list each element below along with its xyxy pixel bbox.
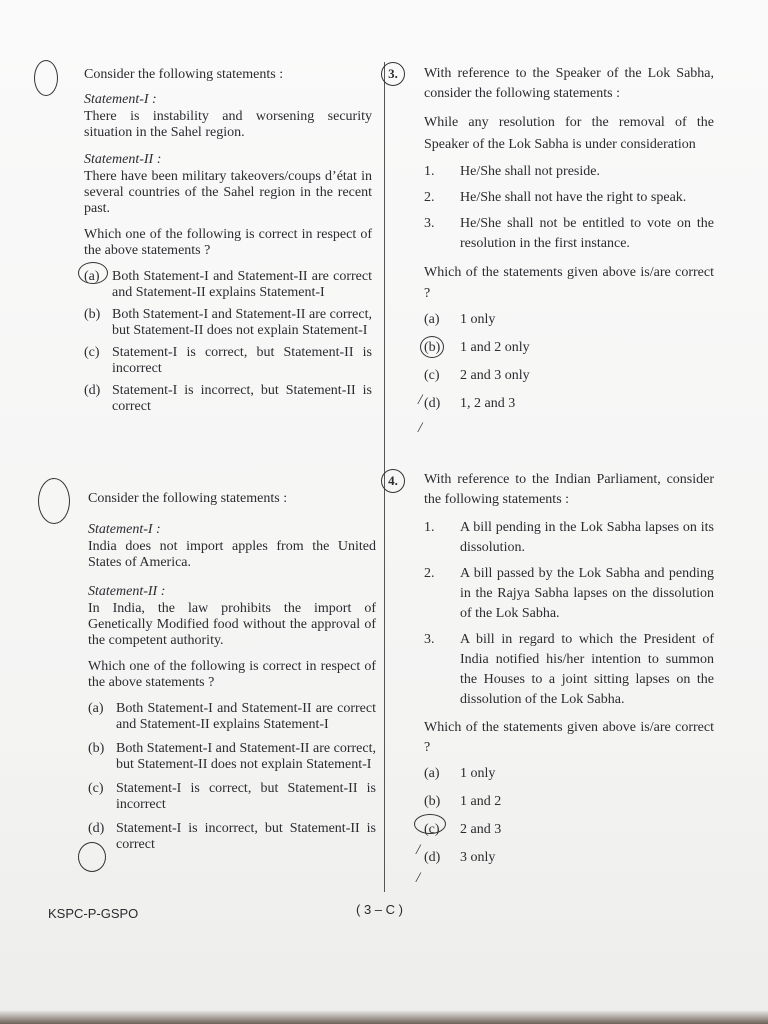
q2-handwritten-circle	[38, 478, 70, 524]
q3-option-b-key: (b)	[424, 340, 441, 355]
q2-option-a-text: Both Statement-I and Statement-II are correct and Statement-II explains Statement-I	[116, 701, 376, 732]
q1-option-b-text: Both Statement-I and Statement-II are correct, but Statement-II does not explain Statement-I	[112, 307, 372, 338]
q2-statement-2-label: Statement-II :	[88, 584, 166, 599]
q2-statement-1-text: India does not import apples from the United States of America.	[88, 539, 376, 570]
q1-option-c[interactable]	[84, 345, 372, 377]
q3-option-c[interactable]	[424, 368, 714, 384]
q3-option-d-text: 1, 2 and 3	[460, 396, 516, 411]
q4-option-d-tick-icon: /	[416, 870, 421, 886]
q2-option-b[interactable]	[88, 741, 376, 773]
q2-option-b-text: Both Statement-I and Statement-II are correct, but Statement-II does not explain Statement-I	[116, 741, 376, 772]
q3-item-1	[424, 162, 714, 182]
q1-option-d-text: Statement-I is incorrect, but Statement-II is correct	[112, 383, 372, 414]
q1-answer-mark	[78, 262, 108, 284]
question-4	[424, 470, 714, 866]
q1-option-a-text: Both Statement-I and Statement-II are correct and Statement-II explains Statement-I	[112, 269, 372, 300]
q2-option-c[interactable]	[88, 781, 376, 813]
q2-option-d[interactable]	[88, 821, 376, 853]
q1-option-a[interactable]	[84, 269, 372, 301]
q3-option-d-tick-icon: /	[418, 420, 423, 436]
q3-option-c-key: (c)	[424, 368, 440, 383]
q2-statement-1-label: Statement-I :	[88, 522, 161, 537]
q4-item-2-text: A bill passed by the Lok Sabha and pending in the Rajya Sabha lapses on the dissolution of the Lok Sabha.	[460, 566, 714, 621]
q3-option-c-text: 2 and 3 only	[460, 368, 530, 383]
q4-item-2	[424, 564, 714, 624]
q4-option-a[interactable]	[424, 766, 714, 782]
q1-option-c-key: (c)	[84, 345, 100, 360]
q1-option-d[interactable]	[84, 383, 372, 415]
q2-option-d-text: Statement-I is incorrect, but Statement-II is correct	[116, 821, 376, 852]
q4-answer-mark	[414, 814, 446, 834]
question-3	[424, 64, 714, 412]
q4-item-1-key: 1.	[424, 520, 435, 535]
page-edge-shadow	[0, 1010, 768, 1024]
q4-number-badge: 4.	[381, 469, 405, 493]
page-number: ( 3 – C )	[356, 902, 403, 917]
q4-option-c-text: 2 and 3	[460, 822, 502, 837]
q4-option-b[interactable]	[424, 794, 714, 810]
q3-option-b-text: 1 and 2 only	[460, 340, 530, 355]
q1-handwritten-circle	[34, 60, 58, 96]
q1-intro: Consider the following statements :	[84, 67, 284, 82]
q4-option-d[interactable]	[424, 850, 714, 866]
q2-option-c-text: Statement-I is correct, but Statement-II is incorrect	[116, 781, 376, 812]
q3-item-2	[424, 188, 714, 208]
q2-answer-mark	[78, 842, 106, 872]
q2-intro: Consider the following statements :	[88, 491, 288, 506]
q3-option-a-key: (a)	[424, 312, 440, 327]
q1-statement-1-label: Statement-I :	[84, 92, 157, 107]
q4-option-c-tick-icon: /	[416, 842, 421, 858]
q3-intro: With reference to the Speaker of the Lok Sabha, consider the following statements :	[424, 66, 714, 101]
q1-question: Which one of the following is correct in respect of the above statements ?	[84, 227, 372, 258]
q4-option-d-text: 3 only	[460, 850, 496, 865]
q1-option-b[interactable]	[84, 307, 372, 339]
q3-item-3-key: 3.	[424, 216, 435, 231]
q3-item-2-key: 2.	[424, 190, 435, 205]
question-1	[84, 66, 372, 415]
q2-option-a[interactable]	[88, 701, 376, 733]
q4-option-a-key: (a)	[424, 766, 440, 781]
q4-item-1	[424, 518, 714, 558]
q3-number-badge: 3.	[381, 62, 405, 86]
q4-option-b-text: 1 and 2	[460, 794, 502, 809]
q4-question: Which of the statements given above is/are correct ?	[424, 720, 714, 755]
q3-question: Which of the statements given above is/are correct ?	[424, 265, 714, 301]
q4-item-3-text: A bill in regard to which the President of India notified his/her intention to summon the Houses to a joint sitting lapses on the dissolution of the Lok Sabha.	[460, 632, 714, 707]
q4-item-3	[424, 630, 714, 710]
q4-option-c[interactable]	[424, 822, 714, 838]
q4-intro: With reference to the Indian Parliament, consider the following statements :	[424, 472, 714, 507]
q4-item-2-key: 2.	[424, 566, 435, 581]
q3-item-3-text: He/She shall not be entitled to vote on the resolution in the first instance.	[460, 216, 714, 251]
q2-option-c-key: (c)	[88, 781, 104, 796]
q1-option-a-key: (a)	[84, 269, 100, 284]
q3-option-a-text: 1 only	[460, 312, 496, 327]
q3-option-d[interactable]	[424, 396, 714, 412]
q3-lead: While any resolution for the removal of the Speaker of the Lok Sabha is under consideration	[424, 115, 714, 152]
q3-item-3	[424, 214, 714, 254]
q4-option-d-key: (d)	[424, 850, 441, 865]
q3-item-1-text: He/She shall not preside.	[460, 164, 600, 179]
q3-option-a[interactable]	[424, 312, 714, 328]
q1-statement-1-text: There is instability and worsening security situation in the Sahel region.	[84, 109, 372, 140]
q1-statement-2-text: There have been military takeovers/coups d’état in several countries of the Sahel region in the recent past.	[84, 169, 372, 216]
q3-option-b[interactable]	[424, 340, 714, 356]
q2-option-a-key: (a)	[88, 701, 104, 716]
q1-option-b-key: (b)	[84, 307, 101, 322]
q4-item-1-text: A bill pending in the Lok Sabha lapses on its dissolution.	[460, 520, 714, 555]
q4-option-c-key: (c)	[424, 822, 440, 837]
paper-code: KSPC-P-GSPO	[48, 906, 139, 921]
q4-option-a-text: 1 only	[460, 766, 496, 781]
q4-item-3-key: 3.	[424, 632, 435, 647]
q3-option-d-key: (d)	[424, 396, 441, 411]
q2-option-d-key: (d)	[88, 821, 105, 836]
q3-item-2-text: He/She shall not have the right to speak.	[460, 190, 687, 205]
q1-option-c-text: Statement-I is correct, but Statement-II is incorrect	[112, 345, 372, 376]
q3-item-1-key: 1.	[424, 164, 435, 179]
q1-statement-2-label: Statement-II :	[84, 152, 162, 167]
q2-statement-2-text: In India, the law prohibits the import of Genetically Modified food without the approval of the competent authority.	[88, 601, 376, 648]
question-2	[88, 490, 376, 853]
q2-question: Which one of the following is correct in respect of the above statements ?	[88, 659, 376, 690]
q3-answer-mark	[420, 336, 444, 358]
q2-option-b-key: (b)	[88, 741, 105, 756]
q1-option-d-key: (d)	[84, 383, 101, 398]
q4-option-b-key: (b)	[424, 794, 441, 809]
q3-option-c-tick-icon: /	[418, 392, 423, 408]
